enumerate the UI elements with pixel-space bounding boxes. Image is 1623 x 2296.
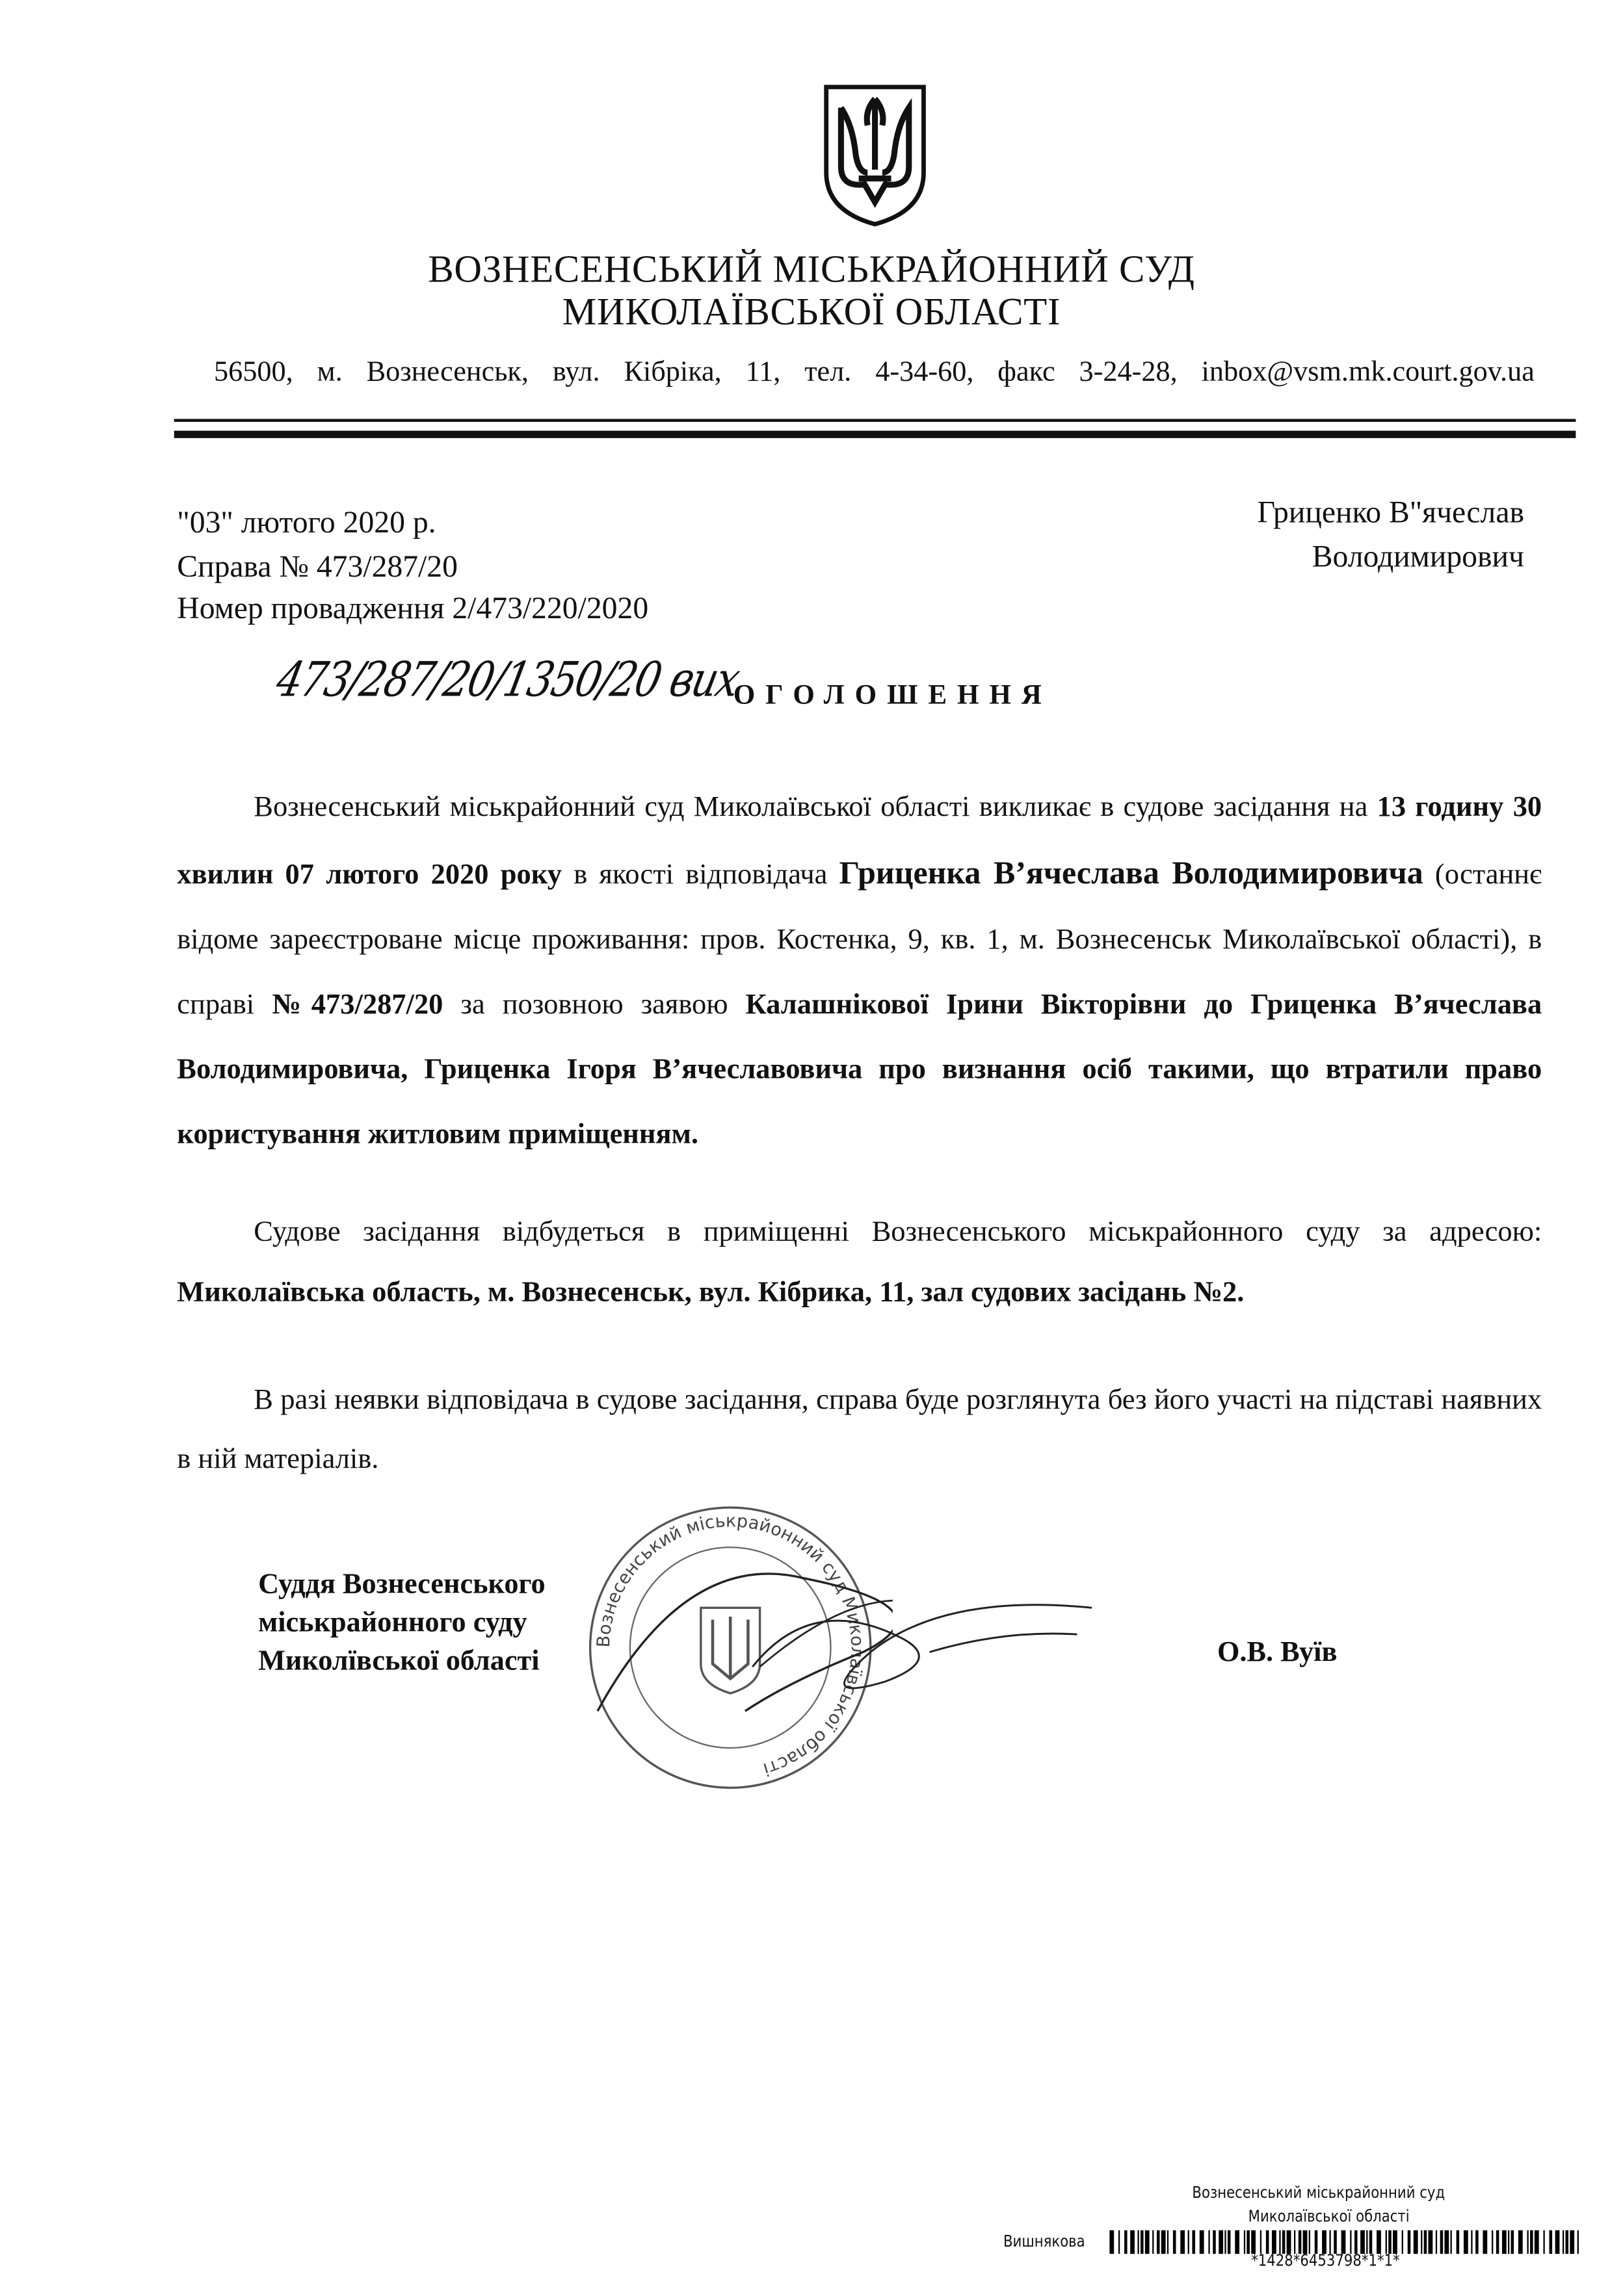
barcode-bar xyxy=(1543,2230,1544,2254)
barcode-bar xyxy=(1570,2230,1574,2254)
coat-of-arms-trident-icon xyxy=(821,81,930,229)
barcode-bar xyxy=(1444,2230,1449,2254)
text: (останнє відоме зареєстроване місце проживання: пров. Костенка, 9, кв. 1, м. Вознесенськ Миколаївської області), в справі xyxy=(177,859,1542,1021)
barcode-bar xyxy=(1577,2230,1579,2254)
barcode-bar xyxy=(1118,2230,1120,2254)
barcode-bar xyxy=(1508,2230,1509,2254)
barcode-bar xyxy=(1535,2230,1539,2254)
barcode-bar xyxy=(1167,2230,1168,2254)
barcode-bar xyxy=(1527,2230,1529,2254)
barcode-bar xyxy=(1563,2230,1564,2254)
barcode-bar xyxy=(1566,2230,1569,2254)
barcode-bar xyxy=(1511,2230,1514,2254)
barcode-bar xyxy=(1530,2230,1533,2254)
barcode-bar xyxy=(1492,2230,1493,2254)
barcode-bar xyxy=(1180,2230,1185,2254)
barcode-bar xyxy=(1496,2230,1499,2254)
barcode-bar xyxy=(1451,2230,1452,2254)
barcode-bar xyxy=(1224,2230,1226,2254)
barcode-bar xyxy=(1188,2230,1189,2254)
paragraph-summons xyxy=(177,776,1542,1169)
judge-name: О.В. Вуїв xyxy=(1217,1637,1338,1669)
recipient-line1: Гриценко В"ячеслав xyxy=(1257,494,1524,530)
barcode-bar xyxy=(1141,2230,1144,2254)
barcode-bar xyxy=(1200,2230,1204,2254)
proceeding-number: Номер провадження 2/473/220/2020 xyxy=(177,590,649,626)
case-ref: №473/287/20 xyxy=(272,989,443,1021)
barcode-bar xyxy=(1475,2230,1479,2254)
case-number: Справа № 473/287/20 xyxy=(177,549,458,584)
court-address: 56500, м. Вознесенськ, вул. Кібріка, 11, тел. 4-34-60, факс 3-24-28, inbox@vsm.mk.court.gov.ua xyxy=(214,357,1535,388)
barcode-bar xyxy=(1483,2230,1487,2254)
barcode-bar xyxy=(1157,2230,1160,2254)
barcode-bar xyxy=(1213,2230,1216,2254)
barcode-bar xyxy=(1244,2230,1245,2254)
barcode-bar xyxy=(1145,2230,1150,2254)
barcode-bar xyxy=(1228,2230,1231,2254)
text: в якості відповідача xyxy=(561,859,839,891)
text: Вознесенський міськрайонний суд Миколаївської області викликає в судове засідання на xyxy=(254,792,1377,824)
barcode-bar xyxy=(1471,2230,1472,2254)
judge-title: Суддя Вознесенського міськрайонного суду Миколївської області xyxy=(258,1569,546,1677)
barcode-bar xyxy=(1219,2230,1223,2254)
barcode-bar xyxy=(1518,2230,1523,2254)
text: за позовною заявою xyxy=(443,989,746,1021)
barcode-bar xyxy=(1421,2230,1422,2254)
barcode-bar xyxy=(1457,2230,1460,2254)
header-divider-thick xyxy=(174,431,1576,438)
barcode-bar xyxy=(1464,2230,1468,2254)
seal-text: Вознесенський міськрайонний суд Миколаївської області xyxy=(593,1511,867,1780)
barcode-bar xyxy=(1152,2230,1154,2254)
barcode-bar xyxy=(1173,2230,1176,2254)
barcode-bar xyxy=(1137,2230,1139,2254)
barcode-bar xyxy=(1124,2230,1128,2254)
court-name-line2: МИКОЛАЇВСЬКОЇ ОБЛАСТІ xyxy=(562,291,1061,333)
barcode-bar xyxy=(1161,2230,1166,2254)
barcode-bar xyxy=(1414,2230,1418,2254)
barcode-bar xyxy=(1436,2230,1437,2254)
footer-court-line1: Вознесенський міськрайонний суд xyxy=(1192,2183,1445,2202)
barcode-bar xyxy=(1408,2230,1411,2254)
barcode-bar xyxy=(1402,2230,1403,2254)
document-heading: ОГОЛОШЕННЯ xyxy=(733,680,1052,711)
barcode-bar xyxy=(1130,2230,1135,2254)
notice-date: "03" лютого 2020 р. xyxy=(177,504,436,540)
hearing-address: Миколаївська область, м. Вознесенськ, вул. Кібрика, 11, зал судових засідань №2. xyxy=(177,1277,1245,1309)
barcode-number: *1428*6453798*1*1* xyxy=(1251,2250,1400,2271)
court-name-line1: ВОЗНЕСЕНСЬКИЙ МІСЬКРАЙОННИЙ СУД xyxy=(428,248,1195,291)
barcode-bar xyxy=(1555,2230,1560,2254)
barcode-bar xyxy=(1235,2230,1239,2254)
handwritten-outgoing-number: 473/287/20/1350/20 вих xyxy=(271,653,744,709)
barcode-bar xyxy=(1424,2230,1427,2254)
barcode-bar xyxy=(1247,2230,1250,2254)
paragraph-location xyxy=(177,1202,1542,1323)
footer-court-line2: Миколаївської області xyxy=(1248,2206,1410,2226)
barcode-bar xyxy=(1502,2230,1507,2254)
judge-signature xyxy=(723,1563,1107,1711)
barcode-bar xyxy=(1208,2230,1209,2254)
recipient-line2: Володимирович xyxy=(1312,538,1524,574)
claim-subject: Калашнікової Ірини Вікторівни до Гриценка В’ячеслава Володимировича, Гриценка Ігоря В’ячеславовича про визнання осіб такими, що втратили право користування житловим приміщенням. xyxy=(177,989,1542,1151)
barcode-bar xyxy=(1550,2230,1553,2254)
barcode-bar xyxy=(1440,2230,1444,2254)
defendant-name: Гриценка В’ячеслава Володимировича xyxy=(839,854,1423,891)
footer-clerk-name: Вишнякова xyxy=(1003,2232,1085,2251)
barcode-bar xyxy=(1109,2230,1114,2254)
barcode-bar xyxy=(1428,2230,1432,2254)
hearing-time: 13 годину 30 хвилин 07 лютого 2020 року xyxy=(177,792,1542,891)
header-divider-thin xyxy=(174,419,1576,422)
text: Судове засідання відбудеться в приміщенні Вознесенського міськрайонного суду за адресою: xyxy=(254,1217,1542,1248)
barcode-bar xyxy=(1192,2230,1195,2254)
paragraph-absence: В разі неявки відповідача в судове засідання, справа буде розглянута без його участі на підставі наявних в ній матеріалів. xyxy=(177,1385,1542,1476)
